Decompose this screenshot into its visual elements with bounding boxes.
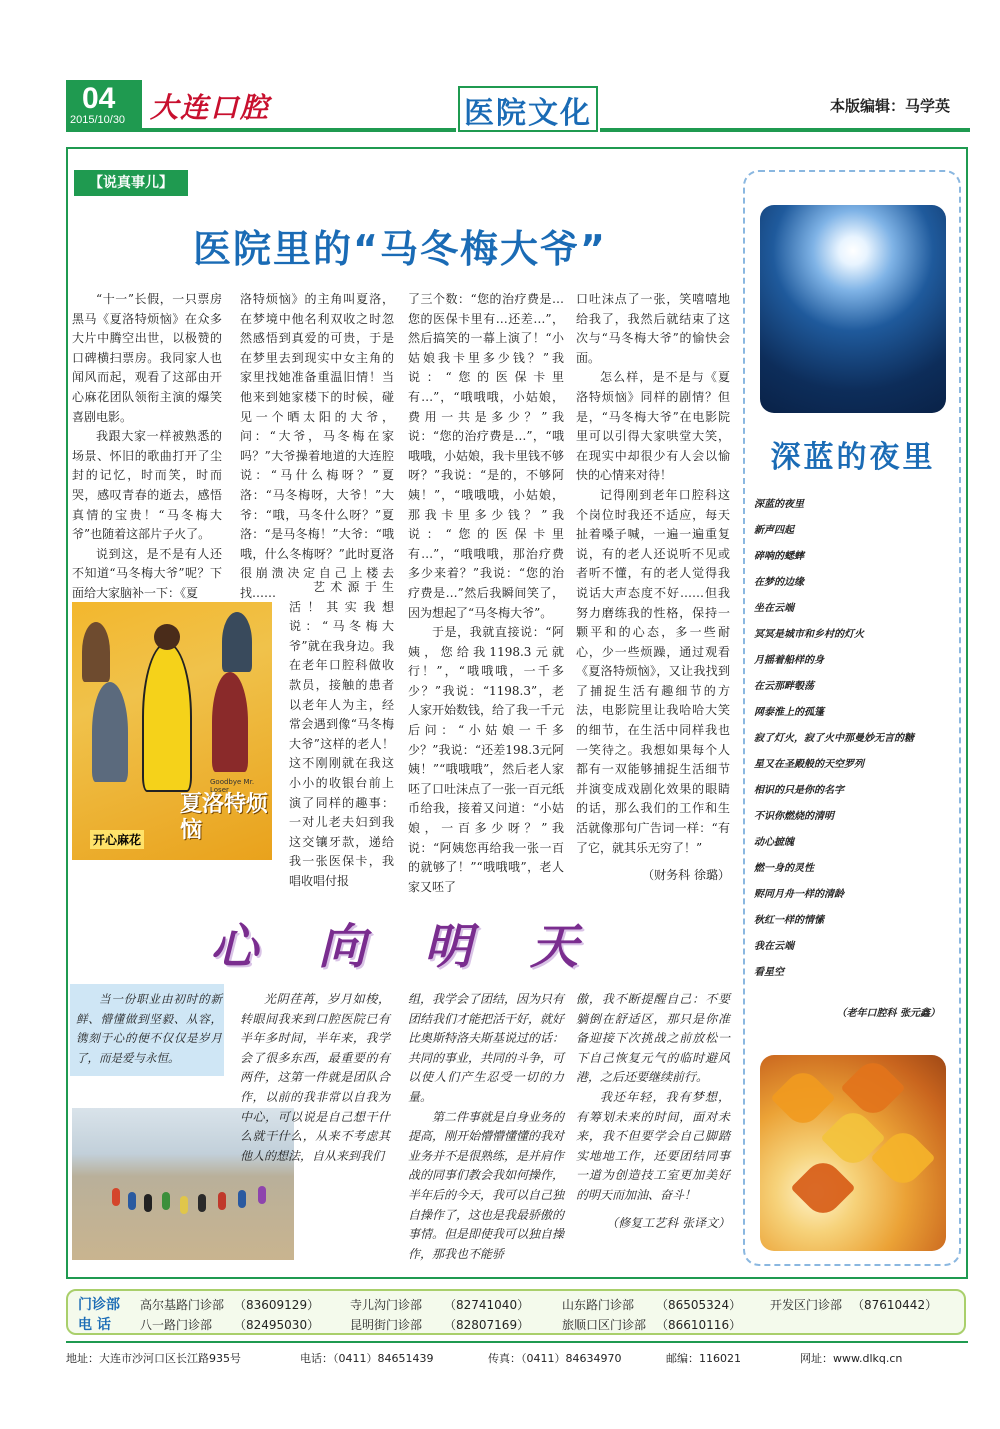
article1-signature: （财务科 徐璐） <box>642 868 730 883</box>
photo-person <box>112 1188 120 1206</box>
paragraph: 第二件事就是自身业务的提高，刚开始懵懵懂懂的我对业务并不是很熟练，是并肩作战的同事们教会我如何操作，半年后的今天，我可以自己独自操作了，这也是我最骄傲的事情。但是即使我可以独自操作，那我也不能骄 <box>408 1109 565 1261</box>
poem-line: 看星空 <box>754 967 784 978</box>
article1-column-3 <box>408 290 564 897</box>
photo-person <box>198 1194 206 1212</box>
paragraph: 洛特烦恼》的主角叫夏洛，在梦境中他名利双收之时忽然感悟到真爱的可贵，于是在梦里去到现实中女主角的家里找她准备重温旧情！当他来到她家楼下的时候，碰见一个晒太阳的大爷，问：“大爷，马冬梅在家吗？”大爷操着地道的大连腔说：“马什么梅呀？”夏洛：“马冬梅呀，大爷！”大爷：“哦，马冬什么呀？”夏洛：“是马冬梅！”大爷：“哦哦，什么冬梅呀？”此时夏洛很崩溃决定自己上楼去找…… <box>240 292 394 600</box>
poem-line: 坐在云端 <box>754 603 794 614</box>
page-date: 2015/10/30 <box>70 114 126 126</box>
movie-poster-image <box>72 602 272 860</box>
pull-quote-text: 当一份职业由初时的新鲜、懵懂做到坚毅、从容，镌刻于心的便不仅仅是岁月了，而是爱与永恒。 <box>76 992 222 1065</box>
paragraph: 艺术源于生活！其实我想说：“马冬梅大爷”就在我身边。我在老年口腔科做收款员，接触的患者以老年人为主，经常会遇到像“马冬梅大爷”这样的老人！这不刚刚就在我这小小的收银台前上演了同样的趣事：一对儿老夫妇到我这交镶牙款，递给我一张医保卡，我唱收唱付报 <box>289 580 394 888</box>
autumn-leaves-image <box>760 1055 946 1251</box>
poem-line: 星又在圣殿般的天空罗列 <box>754 759 864 770</box>
article2-signature: （修复工艺科 张译文） <box>606 1215 730 1230</box>
clinic-phone: （86610116） <box>656 1318 742 1332</box>
poem-line: 网泰淮上的孤篷 <box>754 707 824 718</box>
article2-column-3 <box>408 990 564 1264</box>
poem-line: 不识你燃烧的清明 <box>754 811 834 822</box>
photo-person <box>162 1192 170 1210</box>
poem-line: 碎响的蟋蟀 <box>754 551 804 562</box>
paragraph: 组，我学会了团结，因为只有团结我们才能把活干好，就好比奥斯特洛夫斯基说过的话：共同的事业，共同的斗争，可以使人们产生忍受一切的力量。 <box>408 992 565 1104</box>
footer-website: 网址：www.dlkq.cn <box>800 1352 903 1365</box>
paragraph: 傲，我不断提醒自己：不要躺倒在舒适区，那只是你准备迎接下次挑战之前放松一下自己恢复元气的临时避风港，之后还要继续前行。 <box>576 992 730 1085</box>
photo-person <box>218 1192 226 1210</box>
poem-line: 我在云端 <box>754 941 794 952</box>
paragraph: 我跟大家一样被熟悉的场景、怀旧的歌曲打开了尘封的记忆，时而笑，时而哭，感叹青春的逝去，感悟真情的宝贵！“马冬梅大爷”也随着这部片子火了。 <box>72 429 222 542</box>
footer-address: 地址：大连市沙河口区长江路935号 <box>66 1352 241 1365</box>
poster-title: 夏洛特烦恼 <box>180 792 269 843</box>
article1-column-2-wrap <box>289 578 394 892</box>
poem-line: 在云那畔彀荡 <box>754 681 814 692</box>
article2-column-4 <box>576 990 730 1233</box>
paragraph: 光阴荏苒，岁月如梭，转眼间我来到口腔医院已有半年多时间，半年来，我学会了很多东西，最重要的有两件，这第一件就是团队合作，以前的我非常以自我为中心，可以说是自己想干什么就干什么，从来不考虑其他人的想法，自从来到我们 <box>240 992 390 1163</box>
poem-line: 冥冥是城市和乡村的灯火 <box>754 629 864 640</box>
clinic-phone: （82741040） <box>444 1298 530 1312</box>
article2-title-char: 天 <box>530 919 579 975</box>
poem-line: 相识的只是你的名字 <box>754 785 844 796</box>
article1-column-2 <box>240 290 394 614</box>
paragraph: 了三个数：“您的治疗费是…您的医保卡里有…还差…”，然后搞笑的一幕上演了！“小姑娘我卡里多少钱？”我说：“您的医保卡里有…”，“哦哦哦，小姑娘，费用一共是多少？”我说：“您的治疗费是…”，“哦哦哦，小姑娘，我卡里钱不够呀？”我说：“是的，不够阿姨！”，“哦哦哦，小姑娘，那我卡里多少钱？”我说：“您的医保卡里有…”，“哦哦哦，那治疗费多少来着？”我说：“您的治疗费是…”然后我瞬间笑了，因为想起了“马冬梅大爷”。 <box>408 292 565 620</box>
clinic-phone: （82807169） <box>444 1318 530 1332</box>
pull-quote <box>76 990 222 1068</box>
masthead-title: 大连口腔 <box>150 91 271 124</box>
page-number: 04 <box>82 82 116 115</box>
clinic-phone: （86505324） <box>656 1298 742 1312</box>
header-rule <box>600 128 970 132</box>
poster-figure <box>142 642 192 792</box>
footer-postcode: 邮编：116021 <box>666 1352 741 1365</box>
photo-person <box>144 1194 152 1212</box>
clinic-name: 开发区门诊部 <box>770 1298 843 1312</box>
footer-rule <box>66 1341 968 1343</box>
paragraph: 说到这，是不是有人还不知道“马冬梅大爷”呢？下面给大家脑补一下：《夏 <box>72 546 222 600</box>
clinic-name: 昆明街门诊部 <box>350 1318 423 1332</box>
poem-line: 赆同月舟一样的清龄 <box>754 889 844 900</box>
poem-line: 在梦的边缘 <box>754 577 804 588</box>
poem-title: 深蓝的夜里 <box>770 440 936 475</box>
poster-figure-head <box>154 624 180 650</box>
poem-body <box>754 492 964 986</box>
leaf-shape <box>790 1155 855 1220</box>
paragraph: 我还年轻，我有梦想，有筹划未来的时间，面对未来，我不但要学会自己脚踏实地地工作，还要团结同事一道为创造技工室更加美好的明天而加油、奋斗！ <box>576 1089 730 1202</box>
clinic-name: 八一路门诊部 <box>140 1318 213 1332</box>
paragraph: 口吐沫点了一张，笑嘻嘻地给我了，我然后就结束了这次与“马冬梅大爷”的愉快会面。 <box>576 292 730 365</box>
photo-person <box>180 1196 188 1214</box>
phone-label: 电 话 <box>78 1317 111 1333</box>
leaf-shape <box>770 1065 835 1130</box>
poem-line: 新声四起 <box>754 525 794 536</box>
clinic-label: 门诊部 <box>78 1297 120 1313</box>
editor-credit: 本版编辑：马学英 <box>830 97 951 115</box>
clinic-name: 山东路门诊部 <box>562 1298 635 1312</box>
poem-line: 燃一身的灵性 <box>754 863 814 874</box>
poem-line: 寂了灯火，寂了火中那曼妙无言的糖 <box>754 733 914 744</box>
paragraph: 怎么样，是不是与《夏洛特烦恼》同样的剧情？但是，“马冬梅大爷”在电影院里可以引得大家哄堂大笑，在现实中却很少有人会以愉快的心情来对待！ <box>576 370 730 483</box>
clinic-phone: （82495030） <box>234 1318 320 1332</box>
poster-figure <box>222 612 252 672</box>
poster-figure <box>212 672 248 772</box>
clinic-phone: （87610442） <box>852 1298 938 1312</box>
article2-title-char: 向 <box>318 919 367 975</box>
paragraph: “十一”长假，一只票房黑马《夏洛特烦恼》在众多大片中腾空出世，以极赞的口碑横扫票房。我同家人也闻风而起，观看了这部由开心麻花团队领衔主演的爆笑喜剧电影。 <box>72 292 222 424</box>
article1-column-1 <box>72 290 222 604</box>
photo-person <box>238 1190 246 1208</box>
clinic-name: 高尔基路门诊部 <box>140 1298 225 1312</box>
article2-title-char: 明 <box>424 919 473 975</box>
clinic-name: 寺儿沟门诊部 <box>350 1298 423 1312</box>
footer-fax: 传真：（0411）84634970 <box>488 1352 622 1365</box>
leaf-shape <box>840 1055 905 1120</box>
poem-line: 月摇着船样的身 <box>754 655 824 666</box>
poster-figure <box>82 622 110 682</box>
moonlit-night-image <box>760 205 946 413</box>
clinic-name: 旅顺口区门诊部 <box>562 1318 647 1332</box>
clinic-phone: （83609129） <box>234 1298 320 1312</box>
poster-figure <box>92 682 128 782</box>
poster-subtitle: 开心麻花 <box>90 830 144 849</box>
poem-line: 秋红一样的情愫 <box>754 915 824 926</box>
article-tag: 【说真事儿】 <box>74 170 188 196</box>
article2-column-2 <box>240 990 390 1166</box>
article2-title-char: 心 <box>210 919 259 975</box>
footer-tel: 电话：（0411）84651439 <box>300 1352 434 1365</box>
paragraph: 于是，我就直接说：“阿姨，您给我1198.3元就行！”，“哦哦哦，一千多少？”我说：“1198.3”，老人家开始数钱，给了我一千元后问：“小姑娘一千多少？”我说：“还差198.3元阿姨！”“哦哦哦”，然后老人家呸了口吐沫点了一张一百元纸币给我，接着又问道：“小姑娘，一百多少呀？”我说：“阿姨您再给我一张一百的就够了！”“哦哦哦”，老人家又呸了 <box>408 625 565 894</box>
poem-line: 动心摭魄 <box>754 837 794 848</box>
photo-person <box>128 1192 136 1210</box>
article1-column-4 <box>576 290 730 886</box>
poster-english-title: Goodbye Mr. Loser <box>210 778 255 794</box>
paragraph: 记得刚到老年口腔科这个岗位时我还不适应，每天扯着嗓子喊，一遍一遍重复说，有的老人还说听不见或者听不懂，有的老人觉得我说话大声态度不好……但我努力磨练我的性格，保持一颗平和的心态，多一些耐心，少一些烦躁，通过观看《夏洛特烦恼》，又让我找到了捕捉生活有趣细节的方法，电影院里让我哈哈大笑的细节，在生活中同样我也一笑待之。我想如果每个人都有一双能够捕捉生活细节并演变成戏剧化效果的眼睛的话，那么我们的工作和生活就像那句广告词一样：“有了它，就其乐无穷了！” <box>576 487 730 855</box>
article-headline: 医院里的“马冬梅大爷” <box>193 227 607 271</box>
section-title: 医院文化 <box>464 96 592 131</box>
photo-person <box>258 1186 266 1204</box>
poem-line: 深蓝的夜里 <box>754 499 804 510</box>
poem-signature: （老年口腔科 张元鑫） <box>836 1008 940 1019</box>
header-rule <box>66 128 456 132</box>
